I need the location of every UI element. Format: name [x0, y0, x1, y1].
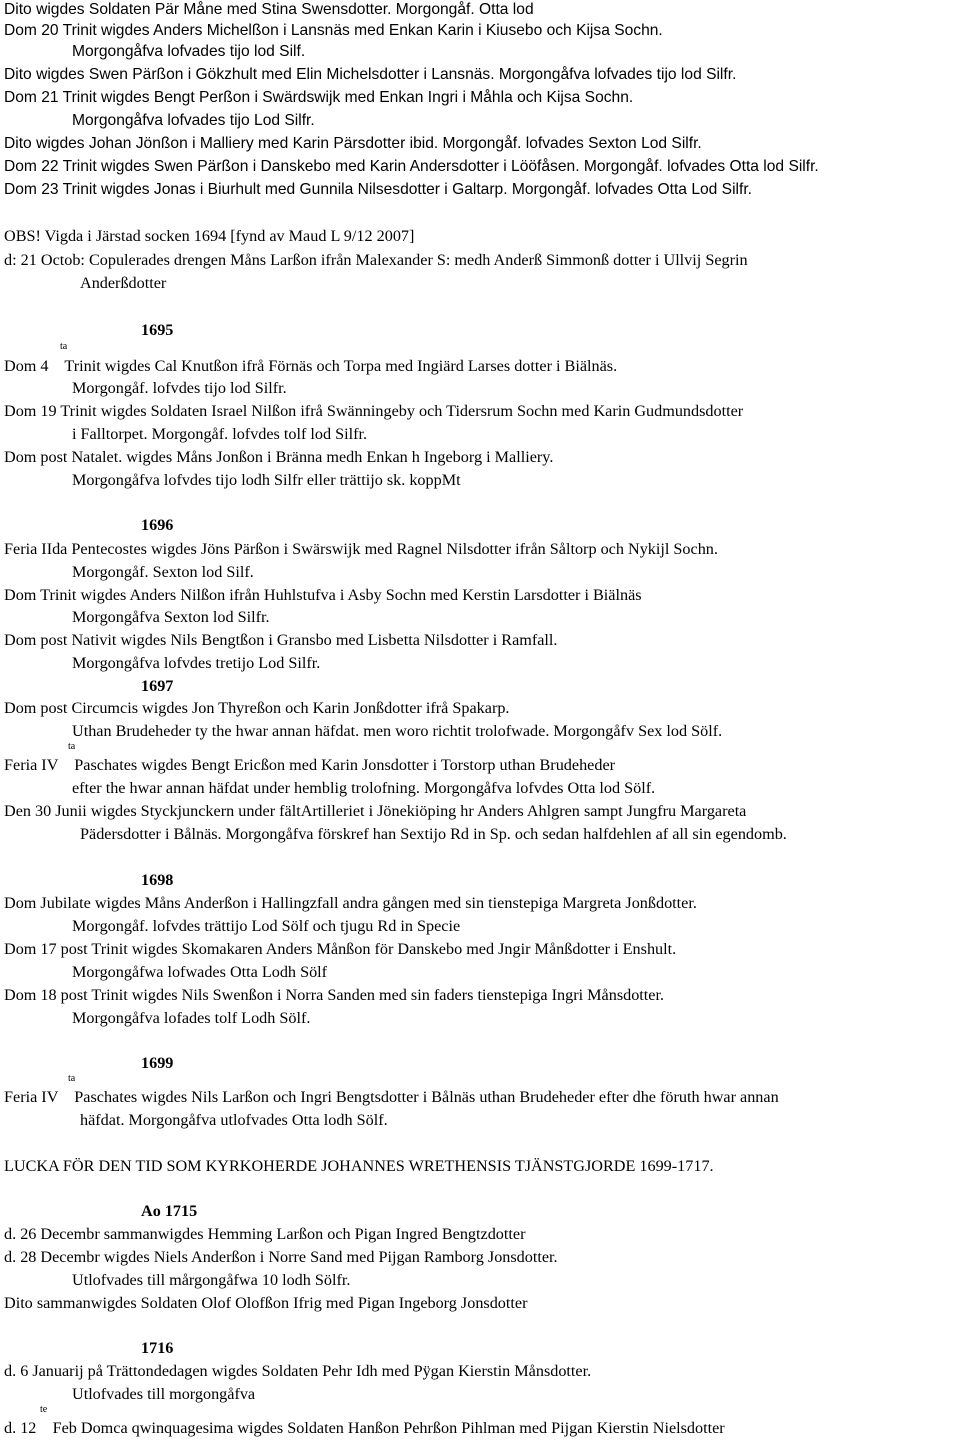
obs-note: OBS! Vigda i Järstad socken 1694 [fynd av Maud L 9/12 2007] — [4, 227, 415, 245]
year-heading-1715: Ao 1715 — [141, 1202, 198, 1220]
year-heading-1697: 1697 — [141, 677, 174, 695]
text-line: Morgongåfva lofvades tijo Lod Silfr. — [72, 112, 315, 129]
text-line: Feria IIda Pentecostes wigdes Jöns Pärßon i Swärswijk med Ragnel Nilsdotter ifrån Såltorp och Nykijl Sochn. — [4, 540, 718, 558]
text-line: Dito wigdes Johan Jönßon i Malliery med Karin Pärsdotter ibid. Morgongåf. lofvades Sexton Lod Silfr. — [4, 135, 702, 152]
superscript: ta — [68, 1073, 76, 1084]
text-line: d. 12 Feb Domca qwinquagesima wigdes Soldaten Hanßon Pehrßon Pihlman med Pijgan Kierstin Nielsdotter — [4, 1419, 725, 1437]
text-line: Uthan Brudeheder ty the hwar annan häfdat. men woro richtit trolofwade. Morgongåfv Sex lod Sölf. — [72, 722, 723, 740]
text-line: Dito wigdes Swen Pärßon i Gökzhult med Elin Michelsdotter i Lansnäs. Morgongåfva lofvades tijo lod Silfr. — [4, 66, 737, 83]
text-line: Dito wigdes Soldaten Pär Måne med Stina Swensdotter. Morgongåf. Otta lod — [4, 1, 534, 18]
text-line: Morgongåfva lofvdes tijo lodh Silfr eller trättijo sk. koppMt — [72, 471, 461, 489]
text-line: Dito sammanwigdes Soldaten Olof Olofßon Ifrig med Pigan Ingeborg Jonsdotter — [4, 1294, 528, 1312]
year-heading-1696: 1696 — [141, 516, 174, 534]
text-line: Morgongåf. Sexton lod Silf. — [72, 563, 254, 581]
text-line: Dom Jubilate wigdes Måns Anderßon i Hallingzfall andra gången med sin tienstepiga Margreta Jonßdotter. — [4, 894, 697, 912]
text-line: Den 30 Junii wigdes Styckjunckern under fältArtilleriet i Jönekiöping hr Anders Ahlgren sampt Jungfru Margareta — [4, 802, 747, 820]
text-line: Dom 23 Trinit wigdes Jonas i Biurhult med Gunnila Nilsesdotter i Galtarp. Morgongåf. lofvades Otta Lod Silfr. — [4, 181, 752, 198]
text-line: Anderßdotter — [80, 274, 167, 292]
text-line: d. 26 Decembr sammanwigdes Hemming Larßon och Pigan Ingred Bengtzdotter — [4, 1225, 526, 1243]
text-line: Morgongåfva lofvades tijo lod Silf. — [72, 43, 306, 60]
text-line: häfdat. Morgongåfva utlofvades Otta lodh Sölf. — [80, 1111, 388, 1129]
superscript: ta — [68, 741, 76, 752]
text-line: Morgongåfva lofvdes tretijo Lod Silfr. — [72, 654, 321, 672]
year-heading-1716: 1716 — [141, 1339, 174, 1357]
year-heading-1699: 1699 — [141, 1054, 174, 1072]
gap-notice: LUCKA FÖR DEN TID SOM KYRKOHERDE JOHANNES WRETHENSIS TJÄNSTGJORDE 1699-1717. — [4, 1157, 714, 1175]
text-line: Morgongåfva lofades tolf Lodh Sölf. — [72, 1009, 311, 1027]
text-line: Dom 18 post Trinit wigdes Nils Swenßon i Norra Sanden med sin faders tienstepiga Ingri Månsdotter. — [4, 986, 665, 1004]
text-line: Dom 22 Trinit wigdes Swen Pärßon i Danskebo med Karin Andersdotter i Lööfåsen. Morgongåf. lofvades Otta lod Silfr. — [4, 158, 819, 175]
text-line: d: 21 Octob: Copulerades drengen Måns Larßon ifrån Malexander S: medh Anderß Simmonß dotter i Ullvij Segrin — [4, 251, 748, 269]
text-line: d. 28 Decembr wigdes Niels Anderßon i Norre Sand med Pijgan Ramborg Jonsdotter. — [4, 1248, 558, 1266]
text-line: Utlofvades till morgongåfva — [72, 1385, 256, 1403]
text-line: Morgongåfwa lofwades Otta Lodh Sölf — [72, 963, 328, 981]
text-line: Morgongåf. lofvdes trättijo Lod Sölf och tjugu Rd in Specie — [72, 917, 461, 935]
text-line: Dom 17 post Trinit wigdes Skomakaren Anders Månßon för Danskebo med Jngir Månßdotter i Enshult. — [4, 940, 677, 958]
text-line: Dom post Circumcis wigdes Jon Thyreßon och Karin Jonßdotter ifrå Spakarp. — [4, 699, 510, 717]
text-line: Utlofvades till mårgongåfwa 10 lodh Sölfr. — [72, 1271, 351, 1289]
text-line: d. 6 Januarij på Trättondedagen wigdes Soldaten Pehr Idh med Pÿgan Kierstin Månsdotter. — [4, 1362, 592, 1380]
text-line: Dom Trinit wigdes Anders Nilßon ifrån Huhlstufva i Asby Sochn med Kerstin Larsdotter i Biälnäs — [4, 586, 642, 604]
text-line: Dom post Natalet. wigdes Måns Jonßon i Bränna medh Enkan h Ingeborg i Malliery. — [4, 448, 554, 466]
year-heading-1698: 1698 — [141, 871, 174, 889]
text-line: Dom post Nativit wigdes Nils Bengtßon i Gransbo med Lisbetta Nilsdotter i Ramfall. — [4, 631, 558, 649]
text-line: Pädersdotter i Bålnäs. Morgongåfva förskref han Sextijo Rd in Sp. och sedan halfdehlen af all sin egendomb. — [80, 825, 787, 843]
text-line: Dom 20 Trinit wigdes Anders Michelßon i Lansnäs med Enkan Karin i Kiusebo och Kijsa Sochn. — [4, 22, 663, 39]
text-line: i Falltorpet. Morgongåf. lofvdes tolf lod Silfr. — [72, 425, 368, 443]
text-line: Dom 21 Trinit wigdes Bengt Perßon i Swärdswijk med Enkan Ingri i Måhla och Kijsa Sochn. — [4, 89, 634, 106]
superscript: te — [40, 1404, 48, 1415]
text-line: Morgongåf. lofvdes tijo lod Silfr. — [72, 379, 287, 397]
text-line: Dom 4 Trinit wigdes Cal Knutßon ifrå Förnäs och Torpa med Ingiärd Larses dotter i Biälnäs. — [4, 357, 618, 375]
year-heading-1695: 1695 — [141, 321, 174, 339]
superscript: ta — [60, 341, 68, 352]
text-line: efter the hwar annan häfdat under hemblig trolofning. Morgongåfva lofvdes Otta lod Sölf. — [72, 779, 656, 797]
text-line: Morgongåfva Sexton lod Silfr. — [72, 608, 270, 626]
text-line: Dom 19 Trinit wigdes Soldaten Israel Nilßon ifrå Swänningeby och Tidersrum Sochn med Karin Gudmundsdotter — [4, 402, 744, 420]
text-line: Feria IV Paschates wigdes Bengt Ericßon med Karin Jonsdotter i Torstorp uthan Brudeheder — [4, 756, 616, 774]
text-line: Feria IV Paschates wigdes Nils Larßon och Ingri Bengtsdotter i Bålnäs uthan Brudeheder efter dhe föruth hwar annan — [4, 1088, 779, 1106]
